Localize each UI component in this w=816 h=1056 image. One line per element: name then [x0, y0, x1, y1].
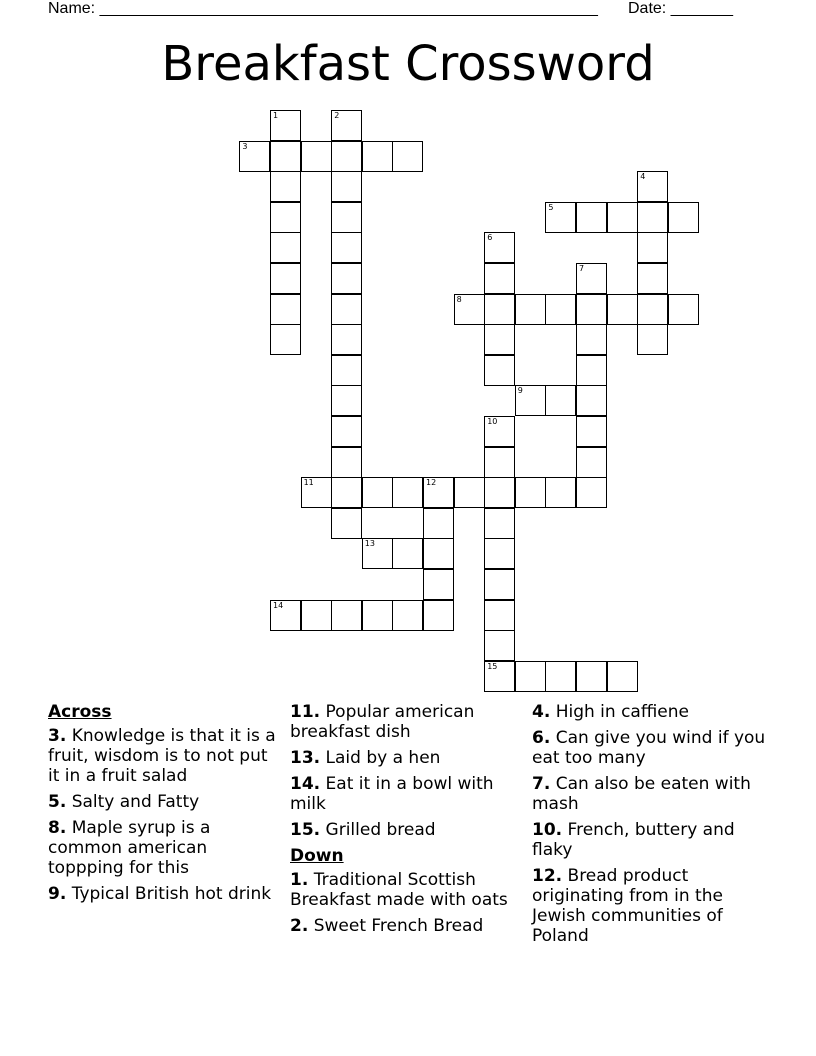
grid-cell[interactable]: [331, 416, 362, 447]
grid-cell[interactable]: [331, 263, 362, 294]
grid-cell[interactable]: [270, 232, 301, 263]
grid-cell[interactable]: [545, 385, 576, 416]
clue-number-label: 6: [487, 233, 493, 243]
clue-text: Grilled bread: [325, 820, 436, 840]
clue-text: Traditional Scottish Breakfast made with oats: [290, 870, 508, 910]
grid-cell[interactable]: [301, 600, 332, 631]
grid-cell[interactable]: [484, 355, 515, 386]
grid-cell[interactable]: [576, 447, 607, 478]
clue-down-12: [532, 866, 768, 946]
clue-across-5: [48, 792, 284, 812]
clue-number: 15.: [290, 820, 321, 840]
grid-cell[interactable]: [331, 508, 362, 539]
grid-cell[interactable]: [637, 324, 668, 355]
clue-number: 14.: [290, 774, 321, 794]
grid-cell[interactable]: [545, 477, 576, 508]
clue-text: Sweet French Bread: [313, 916, 484, 936]
grid-cell[interactable]: [392, 141, 423, 172]
clue-across-8: [48, 818, 284, 878]
clue-number-label: 9: [517, 386, 523, 396]
clue-number: 2.: [290, 916, 309, 936]
clue-text: Can give you wind if you eat too many: [532, 728, 766, 768]
grid-cell[interactable]: [484, 477, 515, 508]
grid-cell[interactable]: [239, 141, 270, 172]
grid-cell[interactable]: [331, 477, 362, 508]
clue-number-label: 13: [364, 539, 375, 549]
clue-across-15: [290, 820, 526, 840]
grid-cell[interactable]: [515, 477, 546, 508]
grid-cell[interactable]: [484, 508, 515, 539]
grid-cell[interactable]: [576, 263, 607, 294]
clue-number-label: 8: [456, 294, 462, 304]
clue-text: Laid by a hen: [325, 748, 441, 768]
clue-down-10: [532, 820, 768, 860]
clue-number-label: 3: [242, 141, 248, 151]
date-field-label[interactable]: Date: _______: [628, 0, 733, 17]
clue-across-3: [48, 726, 284, 786]
grid-cell[interactable]: [331, 600, 362, 631]
clue-number: 13.: [290, 748, 321, 768]
clues-column-3: [532, 702, 768, 952]
grid-cell[interactable]: [331, 324, 362, 355]
clue-number: 4.: [532, 702, 551, 722]
grid-cell[interactable]: [484, 538, 515, 569]
grid-cell[interactable]: [331, 294, 362, 325]
clue-number: 3.: [48, 726, 67, 746]
grid-cell[interactable]: [484, 661, 515, 692]
grid-cell[interactable]: [668, 294, 699, 325]
grid-cell[interactable]: [331, 171, 362, 202]
grid-cell[interactable]: [331, 202, 362, 233]
clue-number-label: 2: [334, 111, 340, 120]
clue-number-label: 11: [303, 478, 314, 488]
clue-number-label: 4: [640, 172, 646, 182]
grid-cell[interactable]: [545, 294, 576, 325]
grid-cell[interactable]: [484, 416, 515, 447]
grid-cell[interactable]: [362, 477, 393, 508]
grid-cell[interactable]: [484, 630, 515, 661]
clue-down-1: [290, 870, 526, 910]
grid-cell[interactable]: [270, 294, 301, 325]
grid-cell[interactable]: [331, 141, 362, 172]
grid-cell[interactable]: [270, 110, 301, 141]
clue-number-label: 14: [273, 600, 284, 610]
across-heading: Across: [48, 702, 112, 722]
clues-column-1: [48, 702, 284, 910]
grid-cell[interactable]: [637, 202, 668, 233]
grid-cell[interactable]: [301, 477, 332, 508]
grid-cell[interactable]: [576, 416, 607, 447]
grid-cell[interactable]: [331, 232, 362, 263]
clue-number: 11.: [290, 702, 321, 722]
grid-cell[interactable]: [515, 385, 546, 416]
grid-cell[interactable]: [637, 171, 668, 202]
grid-cell[interactable]: [576, 294, 607, 325]
clue-down-7: [532, 774, 768, 814]
clue-text: Bread product originating from in the Jewish communities of Poland: [532, 866, 723, 946]
grid-cell[interactable]: [637, 294, 668, 325]
grid-cell[interactable]: [484, 324, 515, 355]
grid-cell[interactable]: [270, 600, 301, 631]
clue-down-4: [532, 702, 768, 722]
grid-cell[interactable]: [484, 600, 515, 631]
grid-cell[interactable]: [576, 324, 607, 355]
grid-cell[interactable]: [301, 141, 332, 172]
grid-cell[interactable]: [515, 661, 546, 692]
grid-cell[interactable]: [484, 232, 515, 263]
clue-number-label: 12: [426, 478, 437, 488]
grid-cell[interactable]: [270, 263, 301, 294]
grid-cell[interactable]: [515, 294, 546, 325]
clue-text: Knowledge is that it is a fruit, wisdom is to not put it in a fruit salad: [48, 726, 276, 786]
clue-text: Salty and Fatty: [71, 792, 200, 812]
grid-cell[interactable]: [331, 447, 362, 478]
clue-down-2: [290, 916, 526, 936]
grid-cell[interactable]: [392, 538, 423, 569]
grid-cell[interactable]: [484, 263, 515, 294]
clue-number-label: 1: [273, 111, 279, 120]
clue-number: 5.: [48, 792, 67, 812]
grid-cell[interactable]: [392, 600, 423, 631]
grid-cell[interactable]: [576, 661, 607, 692]
grid-cell[interactable]: [362, 538, 393, 569]
grid-cell[interactable]: [637, 232, 668, 263]
down-heading: Down: [290, 846, 344, 866]
grid-cell[interactable]: [392, 477, 423, 508]
clues-column-2: [290, 702, 526, 942]
grid-cell[interactable]: [576, 355, 607, 386]
clue-text: Can also be eaten with mash: [532, 774, 751, 814]
clue-number-label: 15: [487, 661, 498, 671]
clue-number: 12.: [532, 866, 563, 886]
grid-cell[interactable]: [576, 202, 607, 233]
grid-cell[interactable]: [484, 447, 515, 478]
grid-cell[interactable]: [270, 324, 301, 355]
clue-text: Popular american breakfast dish: [290, 702, 475, 742]
clue-text: Eat it in a bowl with milk: [290, 774, 494, 814]
grid-cell[interactable]: [454, 294, 485, 325]
clue-text: Maple syrup is a common american toppping for this: [48, 818, 211, 878]
grid-cell[interactable]: [607, 661, 638, 692]
grid-cell[interactable]: [607, 294, 638, 325]
clue-number-label: 5: [548, 202, 554, 212]
clue-number: 10.: [532, 820, 563, 840]
clue-text: French, buttery and flaky: [532, 820, 735, 860]
clue-text: High in caffiene: [555, 702, 689, 722]
clue-across-13: [290, 748, 526, 768]
grid-cell[interactable]: [331, 110, 362, 141]
clue-text: Typical British hot drink: [71, 884, 272, 904]
clue-number: 6.: [532, 728, 551, 748]
grid-cell[interactable]: [270, 171, 301, 202]
grid-cell[interactable]: [270, 202, 301, 233]
grid-cell[interactable]: [576, 477, 607, 508]
grid-cell[interactable]: [362, 600, 393, 631]
grid-cell[interactable]: [423, 600, 454, 631]
grid-cell[interactable]: [484, 569, 515, 600]
grid-cell[interactable]: [270, 141, 301, 172]
grid-cell[interactable]: [668, 202, 699, 233]
grid-cell[interactable]: [454, 477, 485, 508]
clue-across-14: [290, 774, 526, 814]
clue-number: 7.: [532, 774, 551, 794]
grid-cell[interactable]: [545, 202, 576, 233]
clue-number: 1.: [290, 870, 309, 890]
clue-number-label: 10: [487, 417, 498, 426]
clue-down-6: [532, 728, 768, 768]
grid-cell[interactable]: [423, 538, 454, 569]
grid-cell[interactable]: [331, 355, 362, 386]
clue-number: 8.: [48, 818, 67, 838]
grid-cell[interactable]: [607, 202, 638, 233]
grid-cell[interactable]: [576, 385, 607, 416]
grid-cell[interactable]: [331, 385, 362, 416]
clue-number-label: 7: [579, 264, 585, 273]
grid-cell[interactable]: [545, 661, 576, 692]
clue-across-9: [48, 884, 284, 904]
clue-number: 9.: [48, 884, 67, 904]
grid-cell[interactable]: [423, 569, 454, 600]
grid-cell[interactable]: [423, 508, 454, 539]
grid-cell[interactable]: [423, 477, 454, 508]
clue-across-11: [290, 702, 526, 742]
name-field-label[interactable]: Name: ________________________________________________________: [48, 0, 598, 17]
grid-cell[interactable]: [362, 141, 393, 172]
grid-cell[interactable]: [484, 294, 515, 325]
page-title: Breakfast Crossword: [161, 36, 655, 92]
grid-cell[interactable]: [637, 263, 668, 294]
